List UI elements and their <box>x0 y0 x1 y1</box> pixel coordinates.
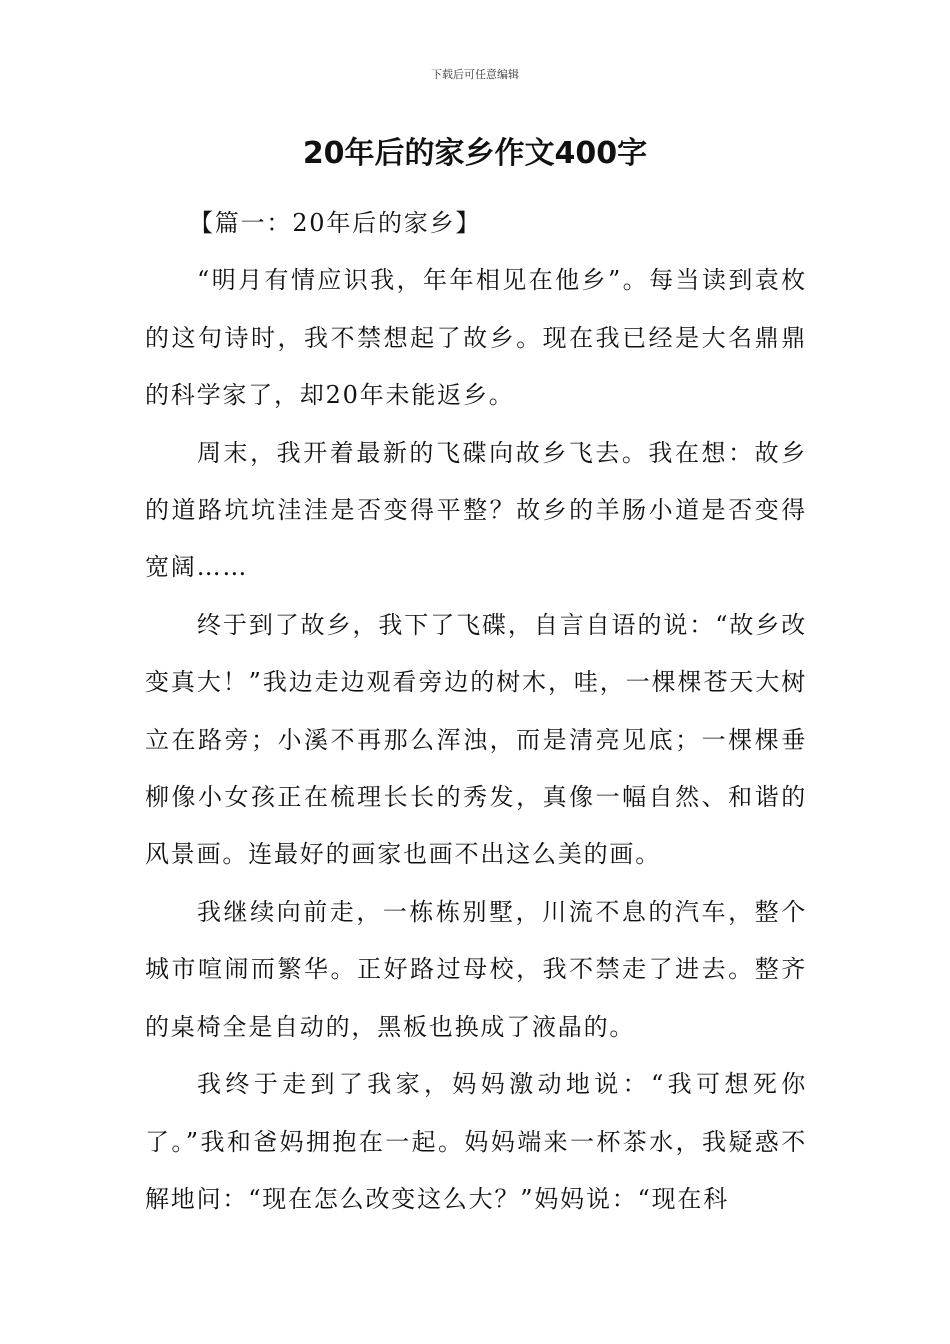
document-body <box>145 195 807 1228</box>
paragraph-2: 周末，我开着最新的飞碟向故乡飞去。我在想：故乡的道路坑坑洼洼是否变得平整？故乡的羊肠小道是否变得宽阔…… <box>145 438 807 582</box>
header-note: 下载后可任意编辑 <box>431 68 519 81</box>
paragraph-3: 终于到了故乡，我下了飞碟，自言自语的说：“故乡改变真大！”我边走边观看旁边的树木，哇，一棵棵苍天大树立在路旁；小溪不再那么浑浊，而是清亮见底；一棵棵垂柳像小女孩正在梳理长长的秀发，真像一幅自然、和谐的风景画。连最好的画家也画不出这么美的画。 <box>145 610 807 869</box>
paragraph-1: “明月有情应识我，年年相见在他乡”。每当读到袁枚的这句诗时，我不禁想起了故乡。现在我已经是大名鼎鼎的科学家了，却20年未能返乡。 <box>145 266 807 410</box>
document-title: 20年后的家乡作文400字 <box>302 136 648 171</box>
paragraph-4: 我继续向前走，一栋栋别墅，川流不息的汽车，整个城市喧闹而繁华。正好路过母校，我不禁走了进去。整齐的桌椅全是自动的，黑板也换成了液晶的。 <box>145 897 807 1041</box>
paragraph-5: 我终于走到了我家，妈妈激动地说：“我可想死你了。”我和爸妈拥抱在一起。妈妈端来一杯茶水，我疑惑不解地问：“现在怎么改变这么大？”妈妈说：“现在科 <box>145 1070 807 1213</box>
section-heading: 【篇一：20年后的家乡】 <box>189 209 482 237</box>
